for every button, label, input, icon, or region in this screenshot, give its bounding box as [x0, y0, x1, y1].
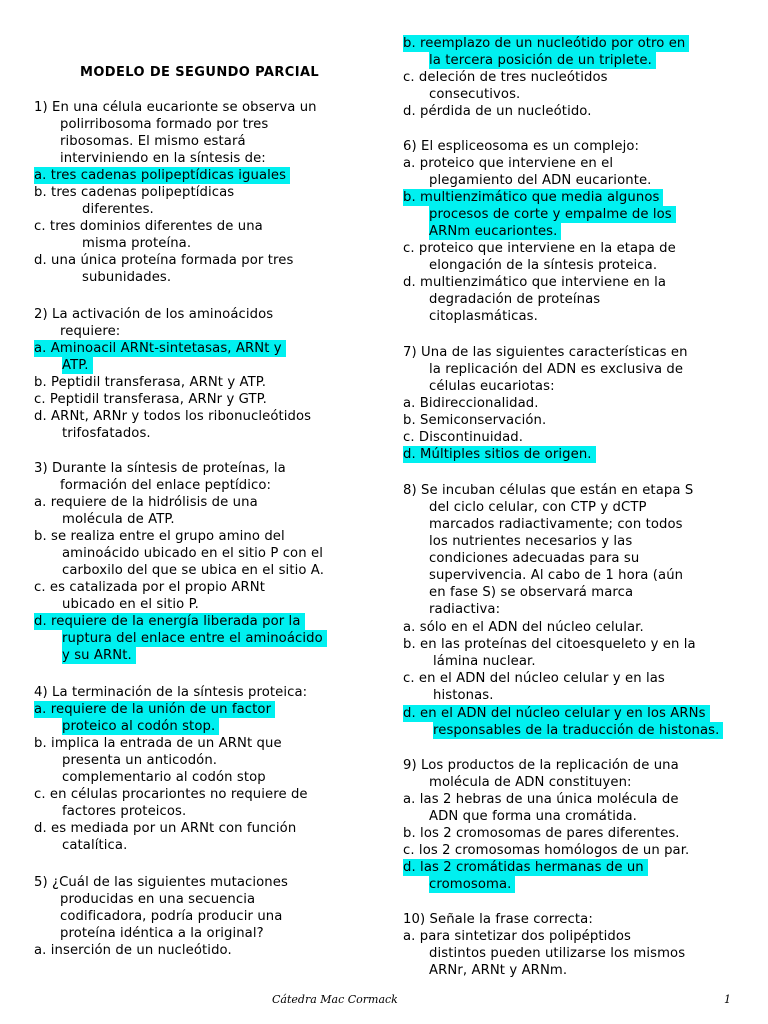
question-text: 5) ¿Cuál de las siguientes mutaciones: [34, 875, 288, 890]
question-text: distintos pueden utilizarse los mismos: [429, 946, 686, 961]
footer-course: Cátedra Mac Cormack: [272, 993, 398, 1006]
left-line: [60, 133, 246, 150]
left-line: [34, 184, 234, 201]
question-text: 3) Durante la síntesis de proteínas, la: [34, 461, 286, 476]
left-line: [34, 252, 293, 269]
question-text: a. sólo en el ADN del núcleo celular.: [403, 620, 644, 635]
right-line: [403, 103, 592, 120]
question-text: células eucariotas:: [429, 379, 555, 394]
right-line: [429, 945, 685, 962]
highlighted-answer-text: d. en el ADN del núcleo celular y en los ARNs: [403, 705, 710, 722]
highlighted-answer-text: d. requiere de la energía liberada por la: [34, 613, 305, 630]
question-text: subunidades.: [82, 270, 172, 285]
right-line: [403, 35, 689, 52]
right-line: [429, 308, 538, 325]
question-text: carboxilo del que se ubica en el sitio A.: [62, 563, 324, 578]
right-line: [429, 361, 683, 378]
question-text: misma proteína.: [82, 236, 192, 251]
question-text: d. ARNt, ARNr y todos los ribonucleótidos: [34, 409, 312, 424]
question-text: b. Peptidil transferasa, ARNt y ATP.: [34, 375, 267, 390]
left-line: [34, 613, 305, 630]
question-text: requiere:: [60, 324, 121, 339]
left-line: [34, 99, 317, 116]
question-text: c. tres dominios diferentes de una: [34, 219, 263, 234]
page-number: 1: [724, 993, 731, 1006]
highlighted-answer-text: y su ARNt.: [62, 647, 136, 664]
question-text: condiciones adecuadas para su: [429, 551, 640, 566]
right-line: [429, 86, 520, 103]
right-line: [403, 911, 593, 928]
left-line: [34, 701, 275, 718]
right-line: [429, 223, 561, 240]
question-text: proteína idéntica a la original?: [60, 926, 264, 941]
highlighted-answer-text: b. multienzimático que media algunos: [403, 189, 663, 206]
question-text: complementario al codón stop: [62, 770, 266, 785]
highlighted-answer-text: ARNm eucariontes.: [429, 223, 561, 240]
question-text: c. en el ADN del núcleo celular y en las: [403, 671, 665, 686]
left-line: [34, 684, 307, 701]
question-text: c. Peptidil transferasa, ARNr y GTP.: [34, 392, 267, 407]
left-line: [62, 357, 93, 374]
right-line: [429, 550, 639, 567]
question-text: b. Semiconservación.: [403, 413, 547, 428]
question-text: ubicado en el sitio P.: [62, 597, 199, 612]
question-text: plegamiento del ADN eucarionte.: [429, 173, 652, 188]
left-line: [62, 837, 127, 854]
left-line: [60, 323, 120, 340]
left-line: [34, 374, 266, 391]
question-text: la replicación del ADN es exclusiva de: [429, 362, 684, 377]
left-line: [62, 511, 175, 528]
right-line: [403, 705, 710, 722]
question-text: ADN que forma una cromátida.: [429, 809, 637, 824]
right-line: [403, 412, 546, 429]
question-text: marcados radiactivamente; con todos: [429, 517, 683, 532]
right-line: [429, 516, 683, 533]
highlighted-answer-text: ruptura del enlace entre el aminoácido: [62, 630, 327, 647]
left-line: [34, 735, 282, 752]
highlighted-answer-text: cromosoma.: [429, 876, 515, 893]
highlighted-answer-text: a. tres cadenas polipeptídicas iguales: [34, 167, 290, 184]
question-text: a. requiere de la hidrólisis de una: [34, 495, 258, 510]
question-text: c. los 2 cromosomas homólogos de un par.: [403, 843, 690, 858]
question-text: interviniendo en la síntesis de:: [60, 151, 266, 166]
left-line: [82, 201, 154, 218]
question-text: en fase S) se observará marca: [429, 585, 634, 600]
question-text: polirribosoma formado por tres: [60, 117, 269, 132]
left-line: [60, 908, 282, 925]
highlighted-answer-text: a. requiere de la unión de un factor: [34, 701, 275, 718]
right-line: [403, 69, 608, 86]
question-text: b. tres cadenas polipeptídicas: [34, 185, 235, 200]
right-line: [403, 240, 676, 257]
right-line: [429, 962, 567, 979]
right-line: [429, 567, 683, 584]
left-line: [62, 596, 199, 613]
question-text: ribosomas. El mismo estará: [60, 134, 246, 149]
question-text: a. proteico que interviene en el: [403, 156, 614, 171]
left-line: [34, 494, 258, 511]
right-line: [429, 52, 656, 69]
highlighted-answer-text: d. Múltiples sitios de origen.: [403, 446, 596, 463]
right-line: [403, 344, 688, 361]
question-text: lámina nuclear.: [433, 654, 536, 669]
question-text: 1) En una célula eucarionte se observa un: [34, 100, 317, 115]
question-text: catalítica.: [62, 838, 128, 853]
right-line: [429, 533, 632, 550]
right-line: [403, 274, 666, 291]
right-line: [429, 499, 647, 516]
question-text: 8) Se incuban células que están en etapa S: [403, 483, 694, 498]
highlighted-answer-text: responsables de la traducción de histonas.: [433, 722, 723, 739]
question-text: a. Bidireccionalidad.: [403, 396, 539, 411]
left-line: [60, 150, 266, 167]
left-line: [34, 786, 308, 803]
left-line: [34, 942, 232, 959]
question-text: c. en células procariontes no requiere de: [34, 787, 308, 802]
right-line: [429, 584, 633, 601]
question-text: b. los 2 cromosomas de pares diferentes.: [403, 826, 680, 841]
question-text: citoplasmáticas.: [429, 309, 538, 324]
left-line: [60, 891, 255, 908]
left-line: [62, 630, 327, 647]
left-line: [62, 718, 219, 735]
question-text: b. se realiza entre el grupo amino del: [34, 529, 285, 544]
left-line: [60, 116, 268, 133]
left-line: [34, 528, 285, 545]
question-text: degradación de proteínas: [429, 292, 601, 307]
right-line: [403, 842, 689, 859]
question-text: consecutivos.: [429, 87, 521, 102]
right-line: [403, 670, 665, 687]
right-line: [429, 808, 637, 825]
question-text: molécula de ATP.: [62, 512, 175, 527]
question-text: del ciclo celular, con CTP y dCTP: [429, 500, 647, 515]
right-line: [429, 601, 500, 618]
right-line: [429, 774, 632, 791]
highlighted-answer-text: la tercera posición de un triplete.: [429, 52, 656, 69]
question-text: d. pérdida de un nucleótido.: [403, 104, 592, 119]
question-text: b. en las proteínas del citoesqueleto y en la: [403, 637, 696, 652]
question-text: b. implica la entrada de un ARNt que: [34, 736, 282, 751]
right-line: [403, 859, 648, 876]
right-line: [429, 291, 600, 308]
left-line: [34, 408, 311, 425]
right-line: [403, 928, 631, 945]
left-line: [62, 545, 323, 562]
left-line: [34, 340, 286, 357]
right-line: [403, 619, 644, 636]
right-line: [429, 206, 676, 223]
right-line: [403, 429, 523, 446]
right-line: [433, 653, 536, 670]
question-text: d. es mediada por un ARNt con función: [34, 821, 297, 836]
question-text: radiactiva:: [429, 602, 501, 617]
question-text: supervivencia. Al cabo de 1 hora (aún: [429, 568, 684, 583]
left-line: [62, 647, 136, 664]
question-text: histonas.: [433, 688, 494, 703]
right-line: [403, 155, 613, 172]
question-text: diferentes.: [82, 202, 154, 217]
left-line: [62, 769, 266, 786]
question-text: codificadora, podría producir una: [60, 909, 283, 924]
question-text: formación del enlace peptídico:: [60, 478, 272, 493]
right-line: [403, 825, 680, 842]
left-line: [34, 391, 267, 408]
right-line: [403, 757, 679, 774]
question-text: 2) La activación de los aminoácidos: [34, 307, 274, 322]
question-text: c. es catalizada por el propio ARNt: [34, 580, 265, 595]
question-text: factores proteicos.: [62, 804, 187, 819]
highlighted-answer-text: procesos de corte y empalme de los: [429, 206, 676, 223]
highlighted-answer-text: a. Aminoacil ARNt-sintetasas, ARNt y: [34, 340, 286, 357]
left-line: [82, 269, 171, 286]
left-line: [82, 235, 191, 252]
question-text: a. inserción de un nucleótido.: [34, 943, 232, 958]
left-line: [62, 562, 324, 579]
question-text: aminoácido ubicado en el sitio P con el: [62, 546, 323, 561]
question-text: ARNr, ARNt y ARNm.: [429, 963, 568, 978]
right-line: [403, 138, 639, 155]
right-line: [403, 395, 539, 412]
left-line: [34, 874, 288, 891]
right-line: [429, 378, 555, 395]
left-line: [34, 460, 286, 477]
left-line: [62, 425, 151, 442]
question-text: a. para sintetizar dos polipéptidos: [403, 929, 632, 944]
question-text: c. proteico que interviene en la etapa de: [403, 241, 676, 256]
page-title: MODELO DE SEGUNDO PARCIAL: [80, 65, 320, 80]
question-text: presenta un anticodón.: [62, 753, 218, 768]
question-text: c. Discontinuidad.: [403, 430, 524, 445]
left-line: [60, 925, 264, 942]
question-text: 7) Una de las siguientes características en: [403, 345, 688, 360]
highlighted-answer-text: proteico al codón stop.: [62, 718, 219, 735]
left-line: [62, 803, 186, 820]
right-line: [403, 636, 696, 653]
highlighted-answer-text: ATP.: [62, 357, 93, 374]
right-line: [403, 482, 693, 499]
question-text: d. multienzimático que interviene en la: [403, 275, 667, 290]
right-line: [429, 257, 657, 274]
right-line: [403, 446, 596, 463]
left-line: [60, 477, 271, 494]
highlighted-answer-text: d. las 2 cromátidas hermanas de un: [403, 859, 648, 876]
question-text: trifosfatados.: [62, 426, 151, 441]
left-line: [34, 306, 273, 323]
right-line: [403, 189, 663, 206]
question-text: 9) Los productos de la replicación de una: [403, 758, 679, 773]
right-line: [433, 687, 494, 704]
question-text: producidas en una secuencia: [60, 892, 256, 907]
right-line: [433, 722, 723, 739]
question-text: d. una única proteína formada por tres: [34, 253, 294, 268]
left-line: [62, 752, 217, 769]
left-line: [34, 820, 296, 837]
right-line: [429, 172, 651, 189]
left-line: [34, 167, 290, 184]
question-text: 4) La terminación de la síntesis proteica:: [34, 685, 308, 700]
left-line: [34, 579, 265, 596]
highlighted-answer-text: b. reemplazo de un nucleótido por otro en: [403, 35, 689, 52]
question-text: c. deleción de tres nucleótidos: [403, 70, 608, 85]
question-text: los nutrientes necesarios y las: [429, 534, 633, 549]
question-text: 10) Señale la frase correcta:: [403, 912, 593, 927]
question-text: elongación de la síntesis proteica.: [429, 258, 658, 273]
left-line: [34, 218, 263, 235]
question-text: 6) El espliceosoma es un complejo:: [403, 139, 640, 154]
question-text: a. las 2 hebras de una única molécula de: [403, 792, 679, 807]
question-text: molécula de ADN constituyen:: [429, 775, 632, 790]
right-line: [403, 791, 679, 808]
right-line: [429, 876, 515, 893]
